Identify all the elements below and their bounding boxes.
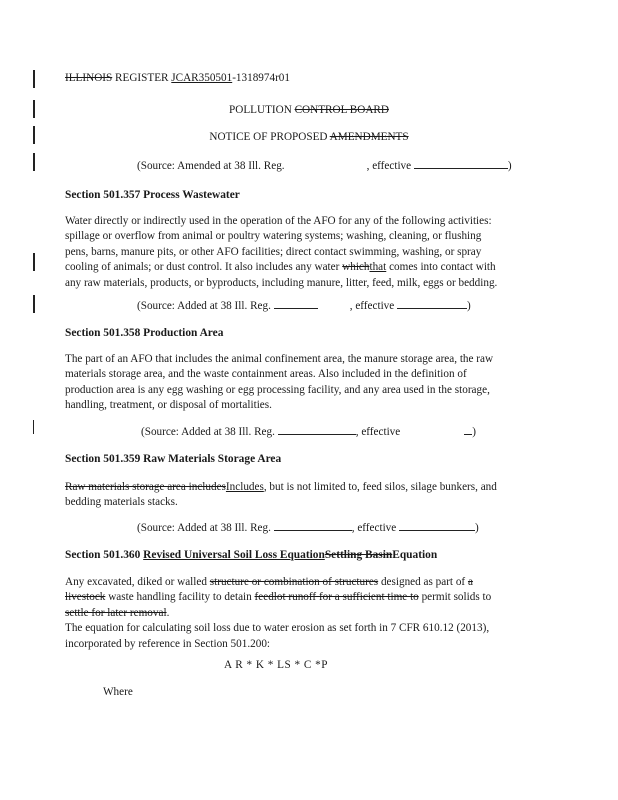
change-bar: [33, 253, 35, 271]
section-heading: Section 501.360 Revised Universal Soil Loss EquationSettling BasinEquation: [65, 549, 438, 561]
change-bar: [33, 295, 35, 313]
source-note: (Source: Amended at 38 Ill. Reg. , effective ): [137, 160, 512, 172]
blank-line: [397, 299, 467, 309]
section-body: Raw materials storage area includesIncludes, but is not limited to, feed silos, silage bunkers, and bedding materials stacks.: [65, 481, 497, 509]
jcar-code: JCAR350501: [171, 72, 233, 84]
blank-line: [399, 521, 475, 531]
register-struck: ILLINOIS: [65, 72, 113, 84]
blank-line: [274, 521, 352, 531]
blank-line: [274, 299, 318, 309]
change-bar: [33, 420, 34, 434]
source-note: (Source: Added at 38 Ill. Reg. , effective ): [137, 522, 479, 534]
change-bar: [33, 70, 35, 88]
section-body: Water directly or indirectly used in the operation of the AFO for any of the following activities: spillage or overflow from animal or poultry watering systems; washing, cleaning, or flushing pens, barns, manure pits, or other AFO facilities; direct contact swimming, washing, or spray cooling of animals; or dust control. It also includes any water whichthat comes into contact with any raw materials, products, or byproducts, including manure, litter, feed, milk, eggs or bedding.: [65, 215, 498, 289]
section-heading: Section 501.357 Process Wastewater: [65, 189, 240, 201]
blank-line: [414, 159, 508, 169]
section-body: Any excavated, diked or walled structure or combination of structures designed as part of a livestock waste handling facility to detain feedlot runoff for a sufficient time to permit solids to settle for later removal. The equation for calculating soil loss due to water erosion as set forth in 7 CFR 610.12 (2013), incorporated by reference in Section 501.200:: [65, 576, 492, 650]
section-body: The part of an AFO that includes the animal confinement area, the manure storage area, the raw materials storage area, and the waste containment areas. Also included in the definition of production area is any egg washing or egg processing facility, and any area used in the storage, handling, treatment, or disposal of mortalities.: [65, 353, 494, 412]
change-bar: [33, 153, 35, 171]
blank-line: [278, 425, 356, 435]
section-heading: Section 501.358 Production Area: [65, 327, 224, 339]
board-title: POLLUTION CONTROL BOARD: [229, 104, 389, 116]
notice-title: NOTICE OF PROPOSED AMENDMENTS: [209, 131, 409, 143]
section-heading: Section 501.359 Raw Materials Storage Area: [65, 453, 282, 465]
where-label: Where: [103, 686, 133, 698]
rusle-formula: A R * K * LS * C *P: [224, 659, 328, 671]
register-header: ILLINOIS REGISTER JCAR350501-1318974r01: [65, 72, 290, 84]
source-note: (Source: Added at 38 Ill. Reg. , effective ): [141, 426, 476, 438]
source-note: (Source: Added at 38 Ill. Reg. , effective ): [137, 300, 471, 312]
